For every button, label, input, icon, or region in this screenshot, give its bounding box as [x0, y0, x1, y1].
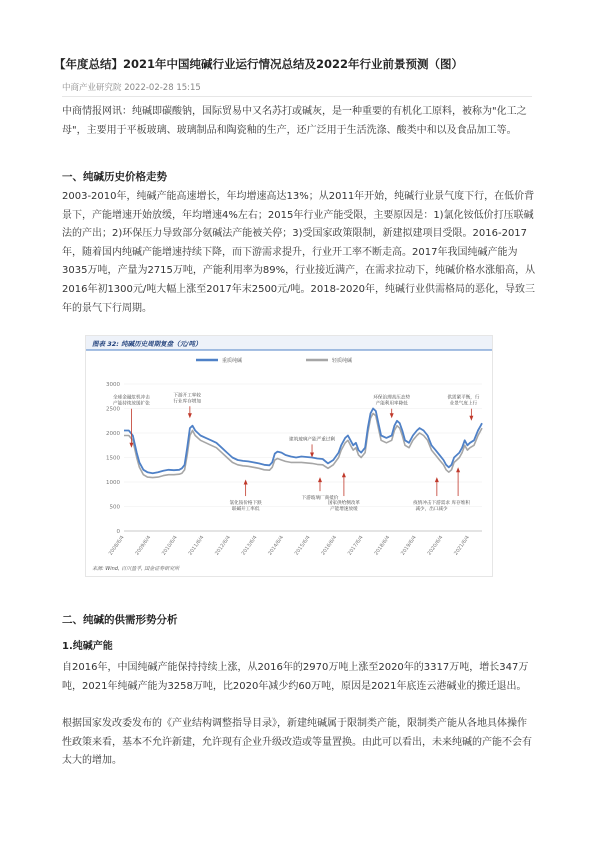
- annotation-text-6: 产能增速放缓: [330, 507, 358, 513]
- annotation-text-2: 联碱开工率低: [231, 507, 260, 513]
- sub1-heading: 1.纯碱产能: [62, 641, 113, 652]
- x-tick-label: 2021/6/4: [453, 534, 471, 557]
- annotation-text-0: 产能持续放缓扩张: [113, 401, 150, 407]
- x-tick-label: 2015/6/4: [293, 534, 312, 557]
- y-tick-label: 1500: [106, 455, 120, 462]
- x-tick-label: 2018/6/4: [373, 534, 392, 557]
- annotation-arrowhead-6: [342, 472, 346, 477]
- x-tick-label: 2011/6/4: [187, 534, 206, 557]
- x-tick-label: 2010/6/4: [160, 534, 179, 557]
- annotation-arrowhead-1: [188, 413, 192, 418]
- annotation-text-7: 疫情冲击下游需求: [413, 501, 450, 507]
- annotation-text-1: 下游开工率较: [173, 393, 201, 399]
- annotation-text-7: 减少，出口减少: [415, 507, 448, 513]
- legend-label-0: 重质纯碱: [222, 358, 243, 364]
- sub1-paragraph-1: 自2016年，中国纯碱产能保持持续上涨，从2016年的2970万吨上涨至2020年的3317万吨，增长347万吨，2021年纯碱产能为3258万吨，比2020年减少约60万吨，原因是2021年底连云港碱业的搬迁退出。: [62, 662, 529, 692]
- annotation-text-6: 国家供给侧改革: [327, 501, 360, 507]
- series-line-轻质纯碱: [124, 413, 482, 477]
- x-tick-label: 2014/6/4: [267, 534, 285, 557]
- annotation-text-2: 氯化铵价格下跌: [229, 501, 262, 507]
- y-tick-label: 2500: [106, 406, 120, 413]
- y-tick-label: 2000: [106, 431, 120, 437]
- x-tick-label: 2016/6/4: [320, 534, 339, 557]
- chart-title: 图表 32: 纯碱历史周期复盘（元/吨）: [92, 340, 202, 348]
- annotation-arrowhead-5: [390, 413, 394, 418]
- annotation-arrowhead-4: [318, 477, 322, 482]
- chart-svg: [86, 336, 492, 576]
- x-tick-label: 2013/6/4: [240, 534, 259, 557]
- annotation-text-4: 下游玻璃厂商抵价: [301, 496, 339, 502]
- x-tick-label: 2020/6/4: [426, 534, 445, 557]
- article-title: 【年度总结】2021年中国纯碱行业运行情况总结及2022年行业前景预测（图）: [54, 57, 464, 71]
- annotation-text-0: 全球金融危机冲击: [113, 395, 150, 401]
- sub1-paragraph-2: 根据国家发改委发布的《产业结构调整指导目录》，新建纯碱属于限制类产能，限制类产能从各地具体操作性政策来看，基本不允许新建，允许现有企业升级改造或等量置换。由此可以看出，未来纯碱的产能不会有太大的增加。: [62, 718, 532, 767]
- annotation-text-5: 环保治理高压态势: [373, 395, 411, 401]
- annotation-arrowhead-9: [469, 416, 473, 421]
- x-tick-label: 2017/6/4: [346, 534, 365, 557]
- y-tick-label: 0: [116, 529, 120, 535]
- x-tick-label: 2012/6/4: [214, 534, 232, 557]
- chart-source-note: 来源: Wind, 百川盈孚, 国金证券研究所: [92, 566, 180, 572]
- annotation-text-9: 供需紧平衡，行: [447, 395, 480, 401]
- x-tick-label: 2008/6/4: [107, 534, 126, 557]
- annotation-text-8: 库存堆积: [451, 501, 470, 507]
- annotation-text-3: 建筑玻璃产能严重过剩: [289, 437, 336, 443]
- price-history-chart: [85, 335, 493, 577]
- article-datetime: 2022-02-28 15:15: [124, 83, 201, 93]
- annotation-text-5: 产能利用率降低: [375, 401, 408, 407]
- section1-heading: 一、纯碱历史价格走势: [62, 171, 167, 183]
- intro-paragraph: 中商情报网讯：纯碱即碳酸钠，国际贸易中又名苏打或碱灰，是一种重要的有机化工原料，被称为"化工之母"，主要用于平板玻璃、玻璃制品和陶瓷釉的生产，还广泛用于生活洗涤、酸类中和以及食品加工等。: [62, 106, 527, 136]
- article-source[interactable]: 中商产业研究院: [62, 83, 122, 93]
- annotation-text-1: 行业库存增加: [173, 399, 201, 405]
- annotation-text-9: 业景气度上行: [449, 401, 478, 407]
- x-tick-label: 2019/6/4: [399, 534, 418, 557]
- y-tick-label: 3000: [106, 382, 120, 388]
- annotation-arrowhead-0: [129, 443, 133, 448]
- section2-heading: 二、纯碱的供需形势分析: [62, 614, 178, 626]
- article-meta: [62, 81, 201, 93]
- legend-label-1: 轻质纯碱: [332, 358, 353, 364]
- title-divider: [62, 96, 532, 97]
- x-tick-label: 2009/6/4: [134, 534, 153, 557]
- annotation-arrowhead-7: [435, 477, 439, 482]
- section1-paragraph: 2003-2010年，纯碱产能高速增长，年均增速高达13%；从2011年开始，纯碱行业景气度下行，在低价背景下，产能增速开始放缓，年均增速4%左右；2015年行业产能受限，主要原因是：1)氯化铵低价打压联碱法的产出；2)环保压力导致部分氨碱法产能被关停；3)受国家政策限制，新建拟建项目受限。2016-2017年，随着国内纯碱产能增速持续下降，而下游需求提升，行业开工率不断走高。2017年我国纯碱产能为3035万吨，产量为2715万吨，产能利用率为89%，行业接近满产，在需求拉动下，纯碱价格水涨船高，从2016年初1300元/吨大幅上涨至2017年末2500元/吨。2018-2020年，纯碱行业供需格局的恶化，导致三年的景气下行周期。: [62, 191, 536, 314]
- y-tick-label: 500: [109, 504, 120, 511]
- annotation-arrowhead-8: [456, 467, 460, 472]
- y-tick-label: 1000: [106, 480, 120, 486]
